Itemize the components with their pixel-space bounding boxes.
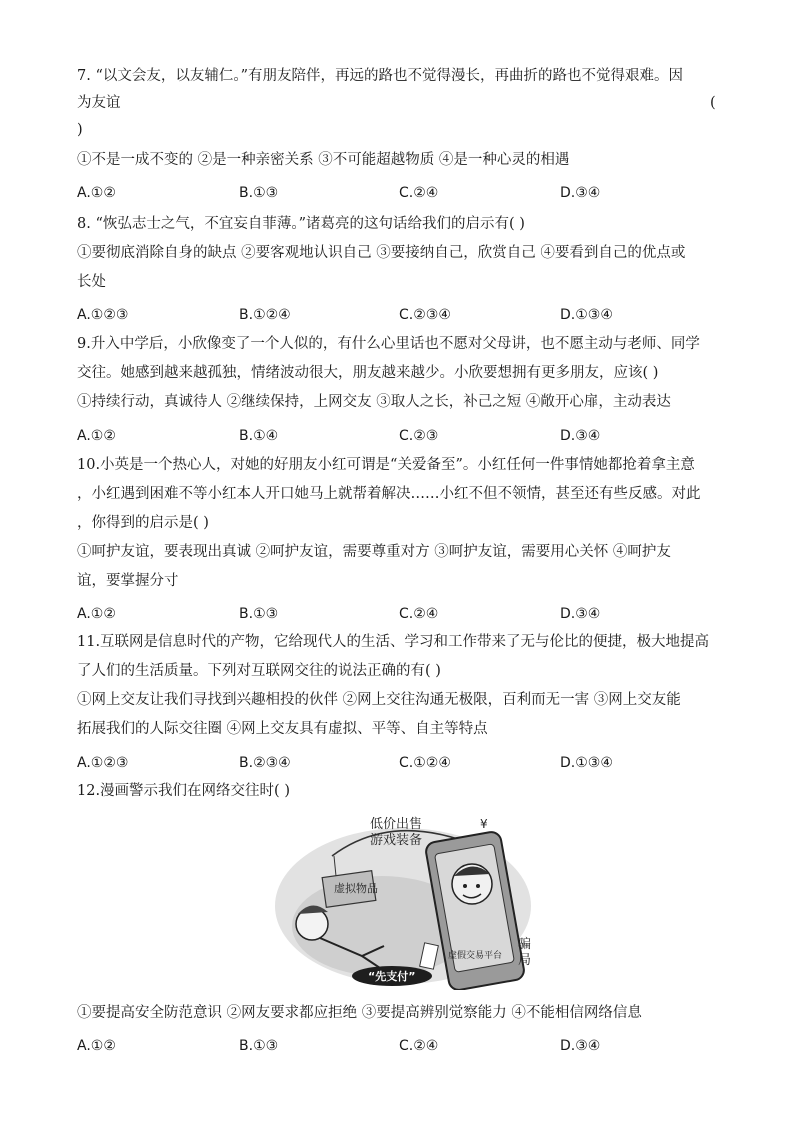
foot-label: “先支付”: [368, 970, 416, 983]
q12-option-a[interactable]: A.①②: [77, 1038, 116, 1054]
q12-options: [77, 1036, 637, 1056]
q10-line-3: ，你得到的启示是( ): [77, 515, 209, 531]
q8-option-a[interactable]: A.①②③: [77, 307, 129, 323]
q8-line-1: 8. “恢弘志士之气，不宜妄自菲薄。”诸葛亮的这句话给我们的启示有( ): [77, 216, 525, 232]
scammer-eye-left: [463, 884, 467, 888]
q7-option-b[interactable]: B.①③: [239, 185, 279, 201]
q12-option-b[interactable]: B.①③: [239, 1038, 279, 1054]
q7-statements: ①不是一成不变的 ②是一种亲密关系 ③不可能超越物质 ④是一种心灵的相遇: [77, 152, 570, 168]
q7-option-d[interactable]: D.③④: [560, 185, 601, 201]
q7-answer-paren-open: (: [710, 95, 716, 111]
q7-line-3: ): [77, 122, 83, 138]
q8-options: [77, 305, 637, 325]
q8-line-3: 长处: [77, 274, 106, 290]
scammer-eye-right: [476, 884, 480, 888]
q11-line-3: ①网上交友让我们寻找到兴趣相投的伙伴 ②网上交往沟通无极限，百利而无一害 ③网上交友能: [77, 692, 681, 708]
q10-option-b[interactable]: B.①③: [239, 606, 279, 622]
q9-line-2: 交往。她感到越来越孤独，情绪波动很大，朋友越来越少。小欣要想拥有更多朋友，应该( ): [77, 365, 659, 381]
screen-label: 虚假交易平台: [448, 951, 503, 961]
q9-options: [77, 426, 637, 446]
yen-icon: ¥: [480, 817, 488, 831]
q10-line-5: 谊，要掌握分寸: [77, 573, 179, 589]
scam-cartoon-image: [272, 806, 534, 990]
q12-option-d[interactable]: D.③④: [560, 1038, 601, 1054]
q11-option-d[interactable]: D.①③④: [560, 755, 613, 771]
sign-text-1: 低价出售: [370, 817, 423, 832]
q10-line-2: ，小红遇到困难不等小红本人开口她马上就帮着解决……小红不但不领情，甚至还有些反感。对此: [77, 486, 701, 502]
sign-text-2: 游戏装备: [370, 833, 423, 848]
side-label-1: 骗: [518, 937, 532, 952]
q8-option-d[interactable]: D.①③④: [560, 307, 613, 323]
q7-option-c[interactable]: C.②④: [399, 185, 439, 201]
q12-line-1: 12.漫画警示我们在网络交往时( ): [77, 783, 290, 799]
q9-statements: ①持续行动，真诚待人 ②继续保持，上网交友 ③取人之长，补己之短 ④敞开心扉，主动表达: [77, 394, 671, 410]
q9-option-b[interactable]: B.①④: [239, 428, 279, 444]
q8-option-c[interactable]: C.②③④: [399, 307, 451, 323]
q10-line-1: 10.小英是一个热心人，对她的好朋友小红可谓是“关爱备至”。小红任何一件事情她都抢着拿主意: [77, 457, 695, 473]
q11-line-1: 11.互联网是信息时代的产物，它给现代人的生活、学习和工作带来了无与伦比的便捷，极大地提高: [77, 634, 710, 650]
q9-option-c[interactable]: C.②③: [399, 428, 439, 444]
q7-line-2: 为友谊: [77, 95, 121, 111]
q7-options: [77, 183, 637, 203]
q9-option-d[interactable]: D.③④: [560, 428, 601, 444]
q11-line-4: 拓展我们的人际交往圈 ④网上交友具有虚拟、平等、自主等特点: [77, 721, 488, 737]
q8-line-2: ①要彻底消除自身的缺点 ②要客观地认识自己 ③要接纳自己，欣赏自己 ④要看到自己的优点或: [77, 245, 686, 261]
q10-option-d[interactable]: D.③④: [560, 606, 601, 622]
q10-options: [77, 604, 637, 624]
q9-line-1: 9.升入中学后，小欣像变了一个人似的，有什么心里话也不愿对父母讲，也不愿主动与老师、同学: [77, 336, 700, 352]
q9-option-a[interactable]: A.①②: [77, 428, 116, 444]
q10-option-c[interactable]: C.②④: [399, 606, 439, 622]
q11-option-c[interactable]: C.①②④: [399, 755, 451, 771]
q11-line-2: 了人们的生活质量。下列对互联网交往的说法正确的有( ): [77, 663, 441, 679]
q10-option-a[interactable]: A.①②: [77, 606, 116, 622]
q7-option-a[interactable]: A.①②: [77, 185, 116, 201]
q11-options: [77, 753, 637, 773]
box-label: 虚拟物品: [334, 882, 378, 895]
q12-option-c[interactable]: C.②④: [399, 1038, 439, 1054]
q11-option-a[interactable]: A.①②③: [77, 755, 129, 771]
q8-option-b[interactable]: B.①②④: [239, 307, 291, 323]
q7-line-1: 7. “以文会友，以友辅仁。”有朋友陪伴，再远的路也不觉得漫长，再曲折的路也不觉得艰难。因: [77, 68, 684, 84]
q12-statements: ①要提高安全防范意识 ②网友要求都应拒绝 ③要提高辨别觉察能力 ④不能相信网络信息: [77, 1005, 642, 1021]
q10-line-4: ①呵护友谊，要表现出真诚 ②呵护友谊，需要尊重对方 ③呵护友谊，需要用心关怀 ④呵护友: [77, 544, 671, 560]
side-label-2: 局: [518, 953, 532, 968]
q11-option-b[interactable]: B.②③④: [239, 755, 291, 771]
